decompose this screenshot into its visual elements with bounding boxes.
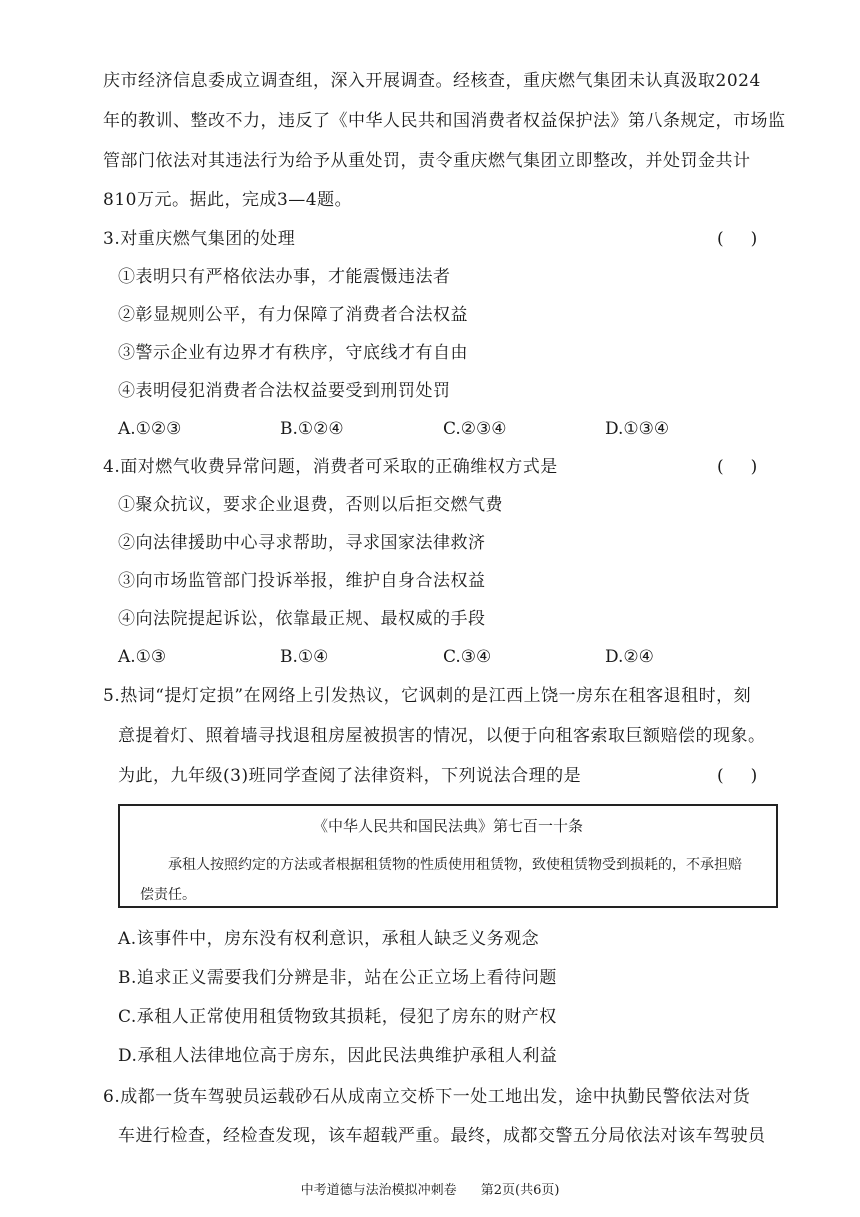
q4-option-c: C.③④ bbox=[443, 647, 492, 667]
q5-stem-line-2: 意提着灯、照着墙寻找退租房屋被损害的情况，以便于向租客索取巨额赔偿的现象。 bbox=[118, 726, 766, 746]
q4-option-b: B.①④ bbox=[280, 647, 329, 667]
q4-item-3: ③向市场监管部门投诉举报，维护自身合法权益 bbox=[118, 571, 486, 591]
q5-stem-line-3: 为此，九年级(3)班同学查阅了法律资料，下列说法合理的是 bbox=[118, 766, 582, 786]
q4-stem: 4.面对燃气收费异常问题，消费者可采取的正确维权方式是 bbox=[103, 457, 558, 477]
q3-item-1: ①表明只有严格依法办事，才能震慑违法者 bbox=[118, 267, 451, 287]
q3-option-a: A.①②③ bbox=[118, 419, 182, 439]
page-footer bbox=[0, 1182, 860, 1200]
q3-stem: 3.对重庆燃气集团的处理 bbox=[103, 229, 296, 249]
q5-option-d: D.承租人法律地位高于房东，因此民法典维护承租人利益 bbox=[118, 1046, 558, 1066]
q5-answer-paren: ( ) bbox=[717, 766, 758, 786]
footer-page-number: 第2页(共6页) bbox=[480, 1183, 560, 1198]
q4-answer-paren: ( ) bbox=[717, 457, 758, 477]
law-excerpt-box bbox=[118, 804, 778, 908]
q3-option-b: B.①②④ bbox=[280, 419, 344, 439]
q3-option-d: D.①③④ bbox=[605, 419, 670, 439]
footer-exam-name: 中考道德与法治模拟冲刺卷 bbox=[300, 1183, 457, 1198]
q6-stem-line-1: 6.成都一货车驾驶员运载砂石从成南立交桥下一处工地出发，途中执勤民警依法对货 bbox=[103, 1087, 751, 1107]
q4-option-a: A.①③ bbox=[118, 647, 167, 667]
q3-item-4: ④表明侵犯消费者合法权益要受到刑罚处罚 bbox=[118, 381, 451, 401]
q3-item-3: ③警示企业有边界才有秩序，守底线才有自由 bbox=[118, 343, 468, 363]
q5-option-b: B.追求正义需要我们分辨是非，站在公正立场上看待问题 bbox=[118, 968, 557, 988]
q4-item-4: ④向法院提起诉讼，依靠最正规、最权威的手段 bbox=[118, 609, 486, 629]
intro-line-4: 810万元。据此，完成3—4题。 bbox=[103, 190, 353, 210]
q5-option-c: C.承租人正常使用租赁物致其损耗，侵犯了房东的财产权 bbox=[118, 1007, 557, 1027]
q4-item-2: ②向法律援助中心寻求帮助，寻求国家法律救济 bbox=[118, 533, 486, 553]
q3-answer-paren: ( ) bbox=[717, 229, 758, 249]
q5-stem-line-1: 5.热词“提灯定损”在网络上引发热议，它讽刺的是江西上饶一房东在租客退租时，刻 bbox=[103, 686, 752, 706]
q4-item-1: ①聚众抗议，要求企业退费，否则以后拒交燃气费 bbox=[118, 495, 503, 515]
intro-line-2: 年的教训、整改不力，违反了《中华人民共和国消费者权益保护法》第八条规定，市场监 bbox=[103, 111, 786, 131]
law-excerpt-text: 承租人按照约定的方法或者根据租赁物的性质使用租赁物，致使租赁物受到损耗的，不承担赔偿责任。 bbox=[140, 857, 742, 903]
q3-option-c: C.②③④ bbox=[443, 419, 507, 439]
q3-item-2: ②彰显规则公平，有力保障了消费者合法权益 bbox=[118, 305, 468, 325]
intro-line-3: 管部门依法对其违法行为给予从重处罚，责令重庆燃气集团立即整改，并处罚金共计 bbox=[103, 151, 751, 171]
q6-stem-line-2: 车进行检查，经检查发现，该车超载严重。最终，成都交警五分局依法对该车驾驶员 bbox=[118, 1126, 766, 1146]
q4-option-d: D.②④ bbox=[605, 647, 654, 667]
law-excerpt-title: 《中华人民共和国民法典》第七百一十条 bbox=[312, 817, 583, 835]
q5-option-a: A.该事件中，房东没有权利意识，承租人缺乏义务观念 bbox=[118, 929, 540, 949]
intro-line-1: 庆市经济信息委成立调查组，深入开展调查。经核查，重庆燃气集团未认真汲取2024 bbox=[103, 71, 761, 91]
